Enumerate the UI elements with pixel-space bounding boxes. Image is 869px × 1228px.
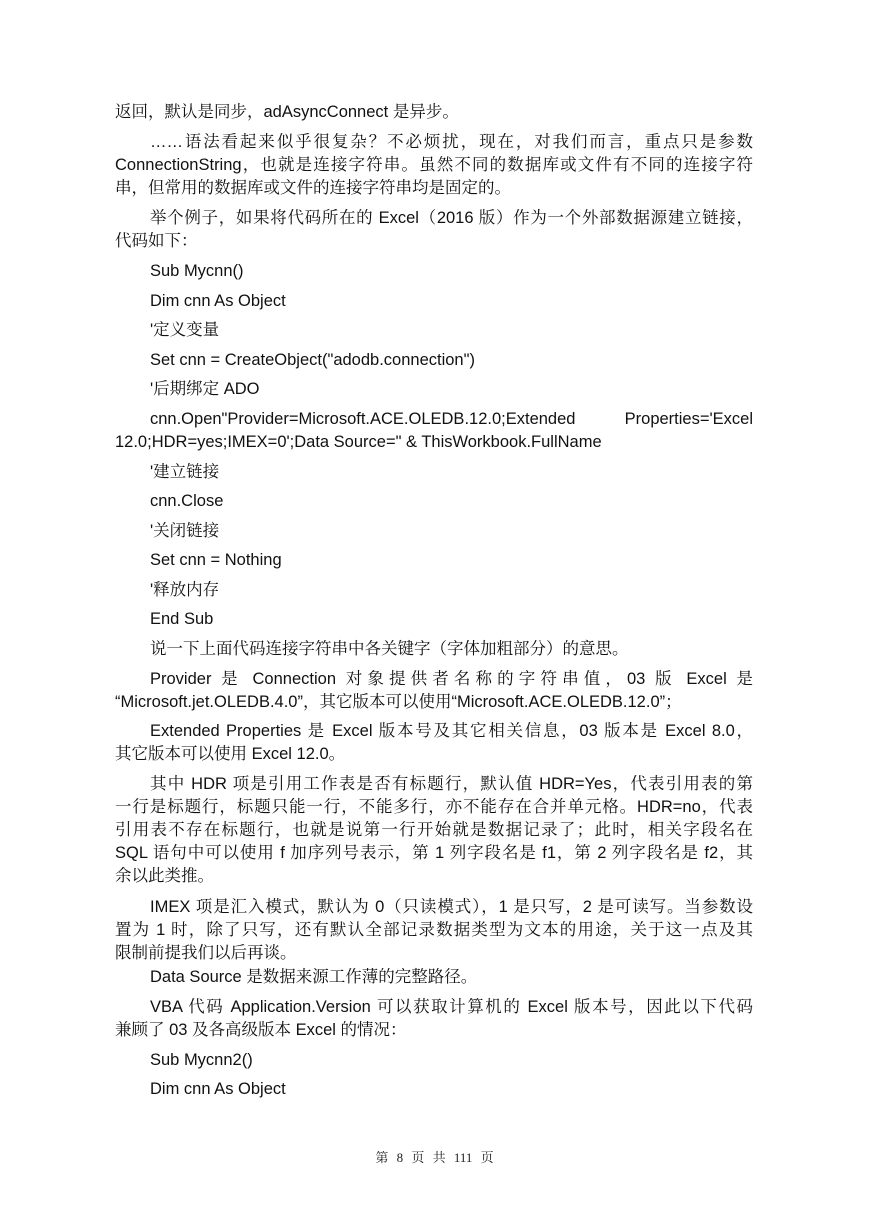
code-line bbox=[115, 490, 753, 513]
paragraph bbox=[115, 101, 753, 124]
text-line: Extended Properties 是 Excel 版本号及其它相关信息，03 版本是 Excel 8.0， bbox=[150, 722, 753, 740]
text-line: 限制前提我们以后再谈。 bbox=[115, 944, 297, 962]
code-comment bbox=[115, 579, 753, 602]
text-line: '定义变量 bbox=[150, 321, 220, 339]
text-line: 12.0;HDR=yes;IMEX=0';Data Source=" & ThisWorkbook.FullName bbox=[115, 433, 602, 451]
text-line: 举个例子，如果将代码所在的 Excel（2016 版）作为一个外部数据源建立链接， bbox=[150, 209, 753, 227]
paragraph bbox=[115, 638, 753, 661]
text-line: IMEX 项是汇入模式，默认为 0（只读模式），1 是只写，2 是可读写。当参数设 bbox=[150, 898, 753, 916]
text-line: SQL 语句中可以使用 f 加序列号表示，第 1 列字段名是 f1，第 2 列字段名是 f2，其 bbox=[115, 844, 753, 862]
text-line: 兼顾了 03 及各高级版本 Excel 的情况： bbox=[115, 1021, 407, 1039]
text-line: cnn.Open"Provider=Microsoft.ACE.OLEDB.12.0;Extended Properties='Excel bbox=[150, 410, 753, 428]
paragraph bbox=[115, 207, 753, 253]
text-line: Sub Mycnn2() bbox=[150, 1051, 253, 1069]
text-line: Sub Mycnn() bbox=[150, 262, 244, 280]
text-line: 一行是标题行，标题只能一行，不能多行，亦不能存在合并单元格。HDR=no，代表 bbox=[115, 798, 753, 816]
code-comment bbox=[115, 520, 753, 543]
text-line: VBA 代码 Application.Version 可以获取计算机的 Excel 版本号，因此以下代码 bbox=[150, 998, 753, 1016]
text-line: 置为 1 时，除了只写，还有默认全部记录数据类型为文本的用途，关于这一点及其 bbox=[115, 921, 753, 939]
text-line: 其它版本可以使用 Excel 12.0。 bbox=[115, 745, 346, 763]
paragraph bbox=[115, 896, 753, 965]
text-line: “Microsoft.jet.OLEDB.4.0”，其它版本可以使用“Microsoft.ACE.OLEDB.12.0”； bbox=[115, 693, 682, 711]
text-line: Dim cnn As Object bbox=[150, 1080, 286, 1098]
text-line: ConnectionString，也就是连接字符串。虽然不同的数据库或文件有不同的连接字符 bbox=[115, 156, 753, 174]
code-line bbox=[115, 1049, 753, 1072]
text-line: 串，但常用的数据库或文件的连接字符串均是固定的。 bbox=[115, 179, 511, 197]
text-line: 余以此类推。 bbox=[115, 867, 214, 885]
code-line bbox=[115, 1078, 753, 1101]
code-comment bbox=[115, 319, 753, 342]
text-line: 其中 HDR 项是引用工作表是否有标题行，默认值 HDR=Yes，代表引用表的第 bbox=[150, 775, 753, 793]
code-line bbox=[115, 408, 753, 454]
text-line: '后期绑定 ADO bbox=[150, 380, 260, 398]
text-line: Set cnn = Nothing bbox=[150, 551, 282, 569]
text-line: Dim cnn As Object bbox=[150, 292, 286, 310]
text-line: 代码如下： bbox=[115, 232, 198, 250]
text-line: 引用表不存在标题行，也就是说第一行开始就是数据记录了；此时，相关字段名在 bbox=[115, 821, 753, 839]
text-line: Provider 是 Connection 对象提供者名称的字符串值，03 版 Excel 是 bbox=[150, 670, 753, 688]
text-line: '关闭链接 bbox=[150, 522, 220, 540]
code-line bbox=[115, 349, 753, 372]
paragraph bbox=[115, 131, 753, 200]
text-line: End Sub bbox=[150, 610, 214, 628]
paragraph bbox=[115, 996, 753, 1042]
text-line: Data Source 是数据来源工作薄的完整路径。 bbox=[150, 968, 478, 986]
text-line: 说一下上面代码连接字符串中各关键字（字体加粗部分）的意思。 bbox=[150, 640, 629, 658]
code-comment bbox=[115, 378, 753, 401]
code-line bbox=[115, 549, 753, 572]
code-line bbox=[115, 290, 753, 313]
paragraph bbox=[115, 720, 753, 766]
paragraph bbox=[115, 668, 753, 714]
code-comment bbox=[115, 461, 753, 484]
text-line: cnn.Close bbox=[150, 492, 224, 510]
text-line: Set cnn = CreateObject("adodb.connection") bbox=[150, 351, 475, 369]
text-line: 返回，默认是同步，adAsyncConnect 是异步。 bbox=[115, 103, 459, 121]
text-line: ……语法看起来似乎很复杂？不必烦扰，现在，对我们而言，重点只是参数 bbox=[150, 133, 753, 151]
code-line bbox=[115, 608, 753, 631]
paragraph bbox=[115, 966, 753, 989]
paragraph bbox=[115, 773, 753, 888]
page-footer: 第 8 页 共 111 页 bbox=[375, 1150, 494, 1165]
text-line: '释放内存 bbox=[150, 581, 220, 599]
text-line: '建立链接 bbox=[150, 463, 220, 481]
code-line bbox=[115, 260, 753, 283]
